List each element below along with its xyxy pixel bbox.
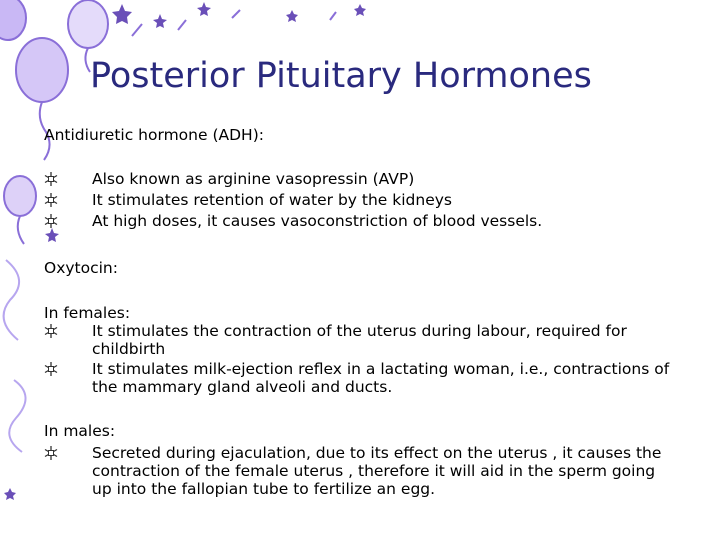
swirl-decoration — [4, 260, 19, 340]
snowflake-icon — [44, 446, 58, 460]
females-bullet: It stimulates milk-ejection reflex in a lactating woman, i.e., contractions of the mammary gland alveoli and ducts. — [92, 360, 670, 396]
males-bullet: Secreted during ejaculation, due to its effect on the uterus , it causes the contraction of the female uterus , therefore it will aid in the sperm going up into the fallopian tube to fertilize an egg. — [92, 444, 662, 498]
snowflake-icon — [44, 172, 58, 186]
swirl-decoration — [9, 380, 25, 452]
adh-bullet: Also known as arginine vasopressin (AVP) — [92, 170, 415, 188]
adh-heading: Antidiuretic hormone (ADH): — [44, 126, 264, 144]
snowflake-icon — [44, 214, 58, 228]
males-heading: In males: — [44, 422, 116, 440]
balloon-icon — [4, 176, 36, 244]
snowflake-icon — [44, 362, 58, 376]
adh-bullet: At high doses, it causes vasoconstriction of blood vessels. — [92, 212, 543, 230]
snowflake-icon — [44, 193, 58, 207]
page-title: Posterior Pituitary Hormones — [90, 56, 592, 96]
snowflake-icon — [44, 324, 58, 338]
females-bullet: It stimulates the contraction of the uterus during labour, required for childbirth — [92, 322, 627, 358]
balloon-icon — [0, 0, 26, 40]
females-heading: In females: — [44, 304, 131, 322]
adh-bullet: It stimulates retention of water by the kidneys — [92, 191, 452, 209]
oxytocin-heading: Oxytocin: — [44, 259, 118, 277]
